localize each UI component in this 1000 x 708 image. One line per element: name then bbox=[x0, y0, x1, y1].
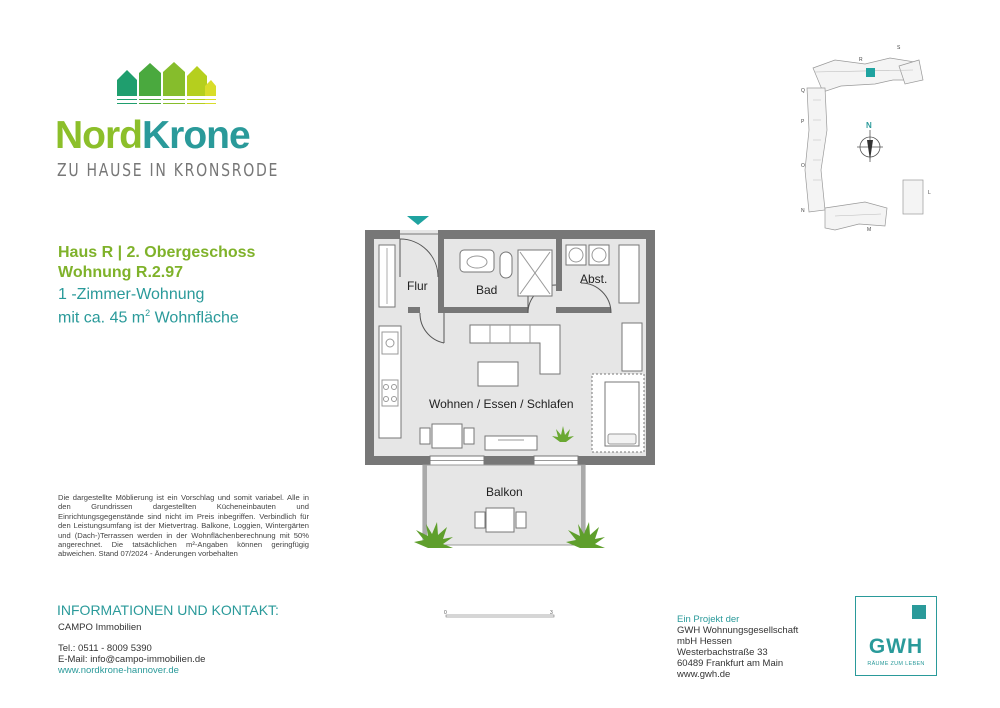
scale-bar bbox=[440, 607, 564, 621]
apartment-area bbox=[58, 304, 239, 327]
dining-table bbox=[432, 424, 462, 448]
building-label-m: M bbox=[867, 227, 872, 233]
contact-email[interactable]: E-Mail: info@campo-immobilien.de bbox=[58, 654, 206, 665]
contact-company: CAMPO Immobilien bbox=[58, 622, 142, 633]
room-label-bad: Bad bbox=[476, 283, 498, 297]
building-label-o: O bbox=[801, 163, 805, 169]
brand-name-part1: Nord bbox=[55, 114, 142, 157]
entrance-marker-icon bbox=[407, 216, 429, 225]
unit-heading: Wohnung R.2.97 bbox=[58, 264, 184, 281]
desk bbox=[485, 436, 537, 450]
project-company: GWH Wohnungsgesellschaft bbox=[677, 625, 799, 636]
scale-start: 0 bbox=[444, 610, 447, 616]
contact-phone: Tel.: 0511 - 8009 5390 bbox=[58, 643, 152, 654]
room-label-wohnen: Wohnen / Essen / Schlafen bbox=[429, 397, 574, 411]
building-label-l: L bbox=[928, 190, 931, 196]
room-label-balkon: Balkon bbox=[486, 485, 523, 499]
building-label-n: N bbox=[801, 208, 805, 214]
scale-end: 3 bbox=[550, 610, 553, 616]
brand-name-part2: Krone bbox=[142, 114, 250, 157]
area-sup: 2 bbox=[145, 308, 151, 318]
north-arrow-icon bbox=[857, 121, 883, 162]
wall-flur-bad bbox=[438, 239, 444, 313]
site-plan bbox=[795, 40, 940, 240]
project-city: 60489 Frankfurt am Main bbox=[677, 658, 784, 669]
brand-name bbox=[55, 114, 250, 158]
shelf bbox=[622, 323, 642, 371]
storage-shelf bbox=[619, 245, 639, 303]
apartment-type: 1 -Zimmer-Wohnung bbox=[58, 286, 205, 303]
room-label-flur: Flur bbox=[407, 279, 428, 293]
contact-website-link[interactable]: www.nordkrone-hannover.de bbox=[58, 665, 179, 676]
wall-bad-bottom bbox=[444, 307, 528, 313]
building-label-q: Q bbox=[801, 88, 805, 94]
nordkrone-logo-icon bbox=[112, 60, 216, 106]
contact-heading: INFORMATIONEN UND KONTAKT: bbox=[57, 602, 279, 618]
building-label-s: S bbox=[897, 45, 901, 51]
building-label-r: R bbox=[859, 57, 863, 63]
building-label-p: P bbox=[801, 119, 805, 125]
house-floor-heading: Haus R | 2. Obergeschoss bbox=[58, 244, 256, 261]
project-company-suffix: mbH Hessen bbox=[677, 636, 732, 647]
disclaimer-text: Die dargestellte Möblierung ist ein Vorschlag und somit variabel. Alle in den Grundrissen dargestellten Kücheneinbauten und Einrichtungsgegenstände sind nicht im Preis inbegriffen. Verbindlich für den Leistungsumfang ist der Mietvertrag. Balkone, Loggien, Wintergärten und (Dach-)Terrassen werden in der Wohnflächenberechnung mit 50% angerechnet. Die tatsächlichen m²-Angaben können geringfügig abweichen. Stand 07/2024 - Änderungen vorbehalten bbox=[58, 493, 309, 559]
area-prefix: mit ca. 45 m bbox=[58, 309, 146, 327]
project-lead: Ein Projekt der bbox=[677, 614, 740, 625]
brand-tagline: ZU HAUSE IN KRONSRODE bbox=[57, 160, 280, 181]
wall-bad-abst bbox=[556, 239, 562, 291]
washbasin bbox=[460, 250, 494, 272]
area-suffix: Wohnfläche bbox=[150, 309, 239, 327]
north-label: N bbox=[866, 121, 872, 130]
balcony-table bbox=[486, 508, 514, 532]
highlighted-building-icon bbox=[866, 68, 875, 77]
project-website-link[interactable]: www.gwh.de bbox=[677, 669, 731, 680]
gwh-logo bbox=[855, 596, 937, 676]
coffee-table bbox=[478, 362, 518, 386]
gwh-name: GWH bbox=[868, 635, 924, 658]
balcony bbox=[423, 465, 585, 545]
room-label-abst: Abst. bbox=[580, 272, 608, 286]
toilet bbox=[500, 252, 512, 278]
gwh-tagline: RÄUME ZUM LEBEN bbox=[867, 661, 925, 667]
project-street: Westerbachstraße 33 bbox=[677, 647, 768, 658]
gwh-square-icon bbox=[912, 605, 926, 619]
floor-plan bbox=[360, 212, 660, 557]
